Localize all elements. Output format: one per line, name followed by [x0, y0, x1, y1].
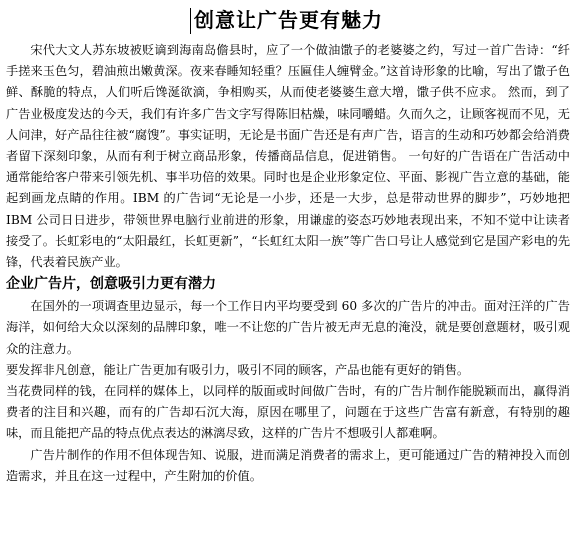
closing-paragraph: 广告片制作的作用不但体现告知、说服，进而满足消费者的需求上，更可能通过广告的精神投入而创造需求，并且在这一过程中，产生附加的价值。	[6, 447, 570, 483]
document-page	[6, 0, 572, 534]
text-cursor	[190, 8, 191, 34]
document-title: 创意让广告更有魅力	[194, 8, 383, 32]
media-paragraph: 当花费同样的钱，在同样的媒体上，以同样的版面或时间做广告时，有的广告片制作能脱颖而出，赢得消费者的注目和兴趣，而有的广告却石沉大海，原因在哪里了，问题在于这些广告富有新意，有特别的趣味，而且能把产品的特点优点表达的淋漓尽致，这样的广告片不想吸引人都难啊。	[6, 384, 570, 441]
intro-paragraph: 宋代大文人苏东坡被贬谪到海南岛儋县时，应了一个做油馓子的老婆婆之约，写过一首广告诗：“纤手搓来玉色匀，碧油煎出嫩黄深。夜来春睡知轻重？压匾佳人缠臂金。”这首诗形象的比喻，写出了馓子色鲜、酥脆的特点，人们听后馋涎欲滴，争相购买，从而使老婆婆生意大增，馓子供不应求。 然而，到了广告业极度发达的今天，我们有许多广告文字写得陈旧枯燥，味同嚼蜡。久而久之，让顾客视而不见，无人问津，好产品往往被“腐馊”。事实证明，无论是书面广告还是有声广告，语言的生动和巧妙都会给消费者留下深刻印象，从而有利于树立商品形象，传播商品信息，促进销售。 一句好的广告语在广告活动中通常能给客户带来引领先机、事半功倍的效果。同时也是企业形象定位、平面、影视广告立意的基础，能起到画龙点睛的作用。IBM 的广告词“无论是一小步，还是一大步，总是带动世界的脚步”，巧妙地把 IBM 公司日日进步，带领世界电脑行业前进的形象，用谦虚的姿态巧妙地表现出来，不知不觉中让读者接受了。长虹彩电的“太阳最红，长虹更新”，“长虹红太阳一族”等广告口号让人感觉到它是国产彩电的先锋，代表着民族产业。	[6, 43, 570, 270]
section-heading: 企业广告片，创意吸引力更有潜力	[6, 276, 216, 293]
creativity-paragraph: 要发挥非凡创意，能让广告更加有吸引力，吸引不同的顾客，产品也能有更好的销售。	[6, 362, 470, 377]
document-body	[6, 40, 570, 487]
survey-paragraph: 在国外的一项调查里边显示，每一个工作日内平均要受到 60 多次的广告片的冲击。面对汪洋的广告海洋，如何给大众以深刻的品牌印象，唯一不让您的广告片被无声无息的淹没，就是要创意题材，吸引观众的注意力。	[6, 299, 570, 356]
